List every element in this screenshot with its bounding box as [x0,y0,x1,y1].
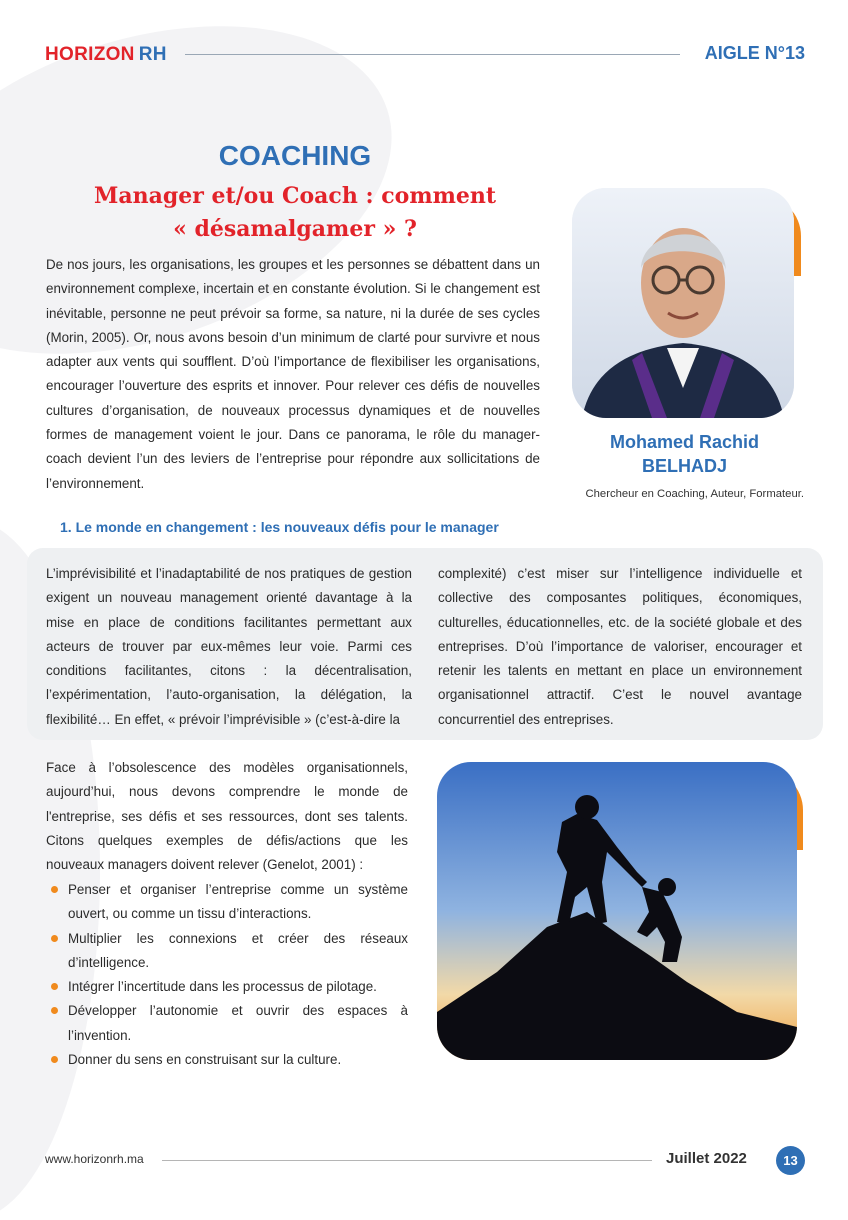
list-item: Donner du sens en construisant sur la culture. [46,1048,408,1072]
footer-divider [162,1160,652,1161]
bullet-dot-icon [51,935,58,942]
bullet-dot-icon [51,1007,58,1014]
author-role: Chercheur en Coaching, Auteur, Formateur. [585,488,804,500]
horizon-rh-logo: HORIZON RH [45,44,167,65]
section-heading-1: 1. Le monde en changement : les nouveaux défis pour le manager [60,519,499,535]
header-divider [185,54,680,55]
challenges-list [46,878,408,1072]
list-item: Développer l’autonomie et ouvrir des espaces à l’invention. [46,999,408,1048]
body-paragraph: Face à l’obsolescence des modèles organisationnels, aujourd’hui, nous devons comprendre le monde de l'entreprise, ses défis et ses ressources, dont ses talents. Citons quelques exemples de défis/actions que les nouveaux managers doivent relever (Genelot, 2001) : [46,760,408,873]
author-photo [572,188,794,418]
author-photo-frame [572,188,797,420]
footer-date: Juillet 2022 [666,1150,747,1167]
list-item: Penser et organiser l’entreprise comme un système ouvert, ou comme un tissu d’interactions. [46,878,408,927]
page-header [45,40,805,70]
article-title-line1: Manager et/ou Coach : comment [93,183,497,209]
issue-number: AIGLE N°13 [704,43,805,63]
highlight-column-left: L’imprévisibilité et l’inadaptabilité de nos pratiques de gestion exigent un nouveau management orienté davantage à la mise en place de conditions facilitantes permettant aux acteurs de trouver par eux-mêmes leur voie. Parmi ces conditions facilitantes, citons : la décentralisation, l’expérimentation, l’auto-organisation, la délégation, la flexibilité… En effet, « prévoir l’imprévisible » (c’est-à-dire la [46,566,412,727]
footer-website[interactable]: www.horizonrh.ma [45,1152,144,1166]
climbers-image [437,762,797,1060]
climbers-image-frame [437,762,799,1062]
intro-paragraph: De nos jours, les organisations, les groupes et les personnes se débattent dans un environnement complexe, incertain et en constante évolution. Si le changement est inévitable, personne ne peut prévoir sa forme, sa nature, ni la durée de ses cycles (Morin, 2005). Or, nous avons besoin d’un minimum de clarté pour survivre et nous adapter aux vents qui soufflent. D’où l’importance de flexibiliser les organisations, encourager l’ouverture des esprits et innover. Pour relever ces défis de nouvelles cultures d’organisation, de nouveaux processus dynamiques et de nouvelles formes de management voient le jour. Dans ce panorama, le rôle du manager-coach devient l’un des leviers de l’entreprise pour répondre aux sollicitations de l’environnement. [46,257,540,491]
author-portrait-image [572,188,794,418]
section-title: COACHING [218,140,372,171]
author-name: Mohamed Rachid BELHADJ [609,432,760,476]
article-title [90,180,500,246]
list-item: Multiplier les connexions et créer des réseaux d’intelligence. [46,927,408,976]
article-title-line2: « désamalgamer » ? [173,216,417,242]
bullet-dot-icon [51,983,58,990]
bullet-dot-icon [51,1056,58,1063]
page-number-badge: 13 [776,1146,805,1175]
climbers-silhouette-image [437,762,797,1060]
list-item: Intégrer l’incertitude dans les processus de pilotage. [46,975,408,999]
bullet-dot-icon [51,886,58,893]
highlight-column-right: complexité) c’est miser sur l’intelligence individuelle et collective des composantes politiques, économiques, culturelles, éducationnelles, etc. de la société globale et des entreprises. D’où l’importance de valoriser, encourager et retenir les talents en mettant en place un environnement organisationnel attractif. C’est le nouvel avantage concurrentiel des entreprises. [438,566,802,727]
